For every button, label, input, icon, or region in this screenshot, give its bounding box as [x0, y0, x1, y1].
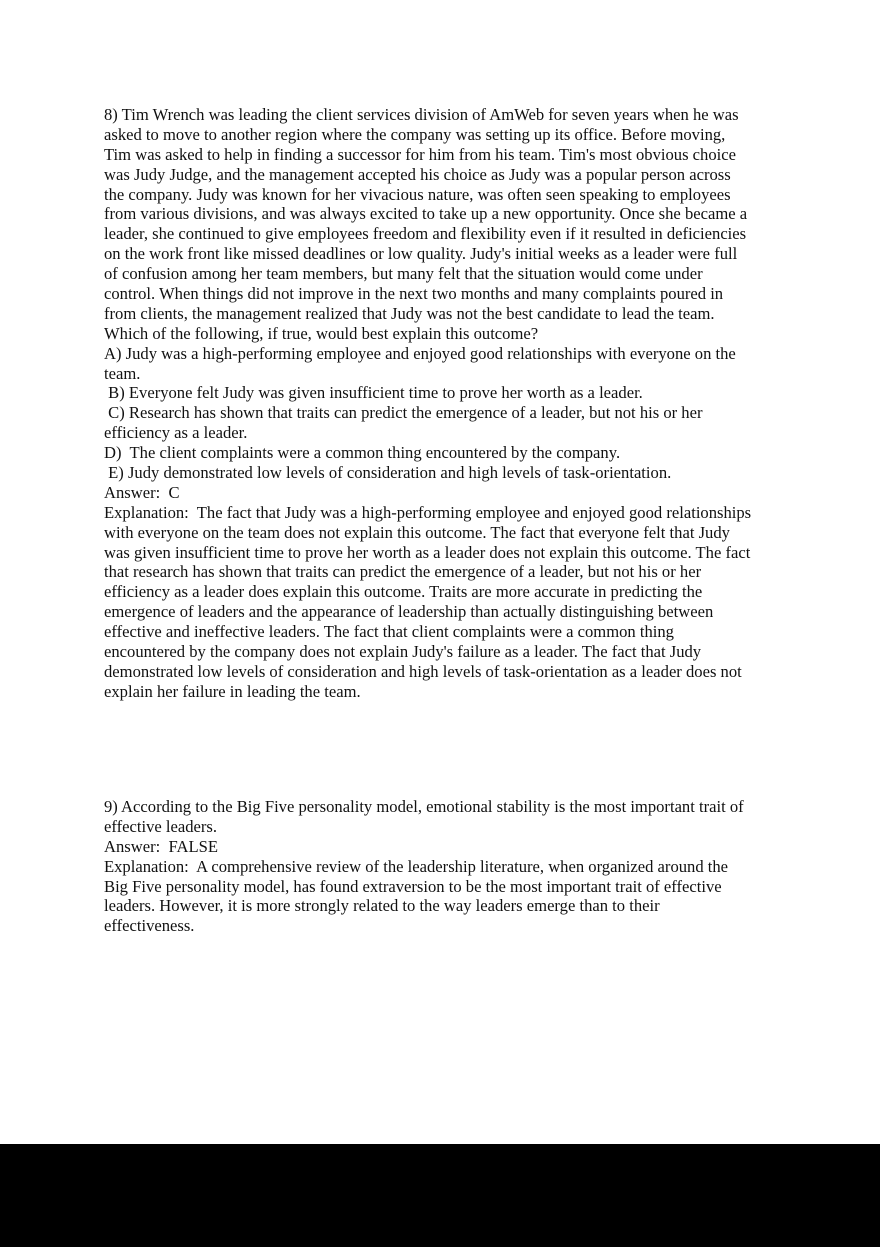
- question-stem-line: asked to move to another region where the company was setting up its office. Before moving,: [104, 124, 726, 144]
- option-a-line: A) Judy was a high-performing employee and enjoyed good relationships with everyone on the: [104, 343, 736, 363]
- explanation-line: Explanation: A comprehensive review of the leadership literature, when organized around the: [104, 856, 729, 876]
- question-stem-line: on the work front like missed deadlines or low quality. Judy's initial weeks as a leader were full: [104, 244, 738, 264]
- question-stem-line: leader, she continued to give employees freedom and flexibility even if it resulted in deficiencies: [104, 224, 747, 244]
- bottom-black-band: [0, 1144, 880, 1247]
- explanation-line: explain her failure in leading the team.: [104, 681, 361, 701]
- question-stem-line: 9) According to the Big Five personality model, emotional stability is the most important trait of: [104, 797, 744, 816]
- explanation-line: emergence of leaders and the appearance of leadership than actually distinguishing between: [104, 602, 714, 622]
- question-stem-line: of confusion among her team members, but many felt that the situation would come under: [104, 264, 703, 284]
- answer-line: Answer: FALSE: [104, 836, 219, 856]
- question-9: [104, 797, 804, 936]
- explanation-line: that research has shown that traits can predict the emergence of a leader, but not his or her: [104, 562, 702, 582]
- explanation-line: efficiency as a leader does explain this outcome. Traits are more accurate in predicting the: [104, 582, 703, 602]
- question-stem-line: from various divisions, and was always excited to take up a new opportunity. Once she became a: [104, 204, 748, 224]
- answer-line: Answer: C: [104, 482, 180, 502]
- question-stem-line: was Judy Judge, and the management accepted his choice as Judy was a popular person across: [104, 164, 731, 184]
- explanation-line: effective and ineffective leaders. The fact that client complaints were a common thing: [104, 622, 674, 642]
- question-8: [104, 105, 804, 702]
- option-d-line: D) The client complaints were a common thing encountered by the company.: [104, 443, 621, 463]
- option-b-line: B) Everyone felt Judy was given insufficient time to prove her worth as a leader.: [104, 383, 643, 403]
- option-c-line: C) Research has shown that traits can predict the emergence of a leader, but not his or her: [104, 403, 703, 423]
- question-stem-line: Which of the following, if true, would best explain this outcome?: [104, 323, 539, 343]
- explanation-line: Explanation: The fact that Judy was a high-performing employee and enjoyed good relationships: [104, 502, 752, 522]
- question-stem-line: Tim was asked to help in finding a successor for him from his team. Tim's most obvious choice: [104, 144, 736, 164]
- explanation-line: was given insufficient time to prove her worth as a leader does not explain this outcome. The fact: [104, 542, 751, 562]
- question-stem-line: the company. Judy was known for her vivacious nature, was often seen speaking to employees: [104, 184, 731, 204]
- explanation-line: demonstrated low levels of consideration and high levels of task-orientation as a leader does not: [104, 661, 742, 681]
- explanation-line: encountered by the company does not explain Judy's failure as a leader. The fact that Judy: [104, 642, 702, 662]
- explanation-line: leaders. However, it is more strongly related to the way leaders emerge than to their: [104, 896, 660, 916]
- explanation-line: with everyone on the team does not explain this outcome. The fact that everyone felt that Judy: [104, 522, 730, 542]
- explanation-line: Big Five personality model, has found extraversion to be the most important trait of effective: [104, 876, 722, 896]
- option-e-line: E) Judy demonstrated low levels of consideration and high levels of task-orientation.: [104, 463, 672, 483]
- question-stem-line: from clients, the management realized that Judy was not the best candidate to lead the team.: [104, 303, 715, 323]
- question-stem-line: effective leaders.: [104, 816, 218, 836]
- question-stem-line: 8) Tim Wrench was leading the client services division of AmWeb for seven years when he was: [104, 105, 739, 124]
- option-c-line: efficiency as a leader.: [104, 423, 248, 443]
- option-a-line: team.: [104, 363, 141, 383]
- question-stem-line: control. When things did not improve in the next two months and many complaints poured in: [104, 284, 724, 304]
- explanation-line: effectiveness.: [104, 916, 195, 936]
